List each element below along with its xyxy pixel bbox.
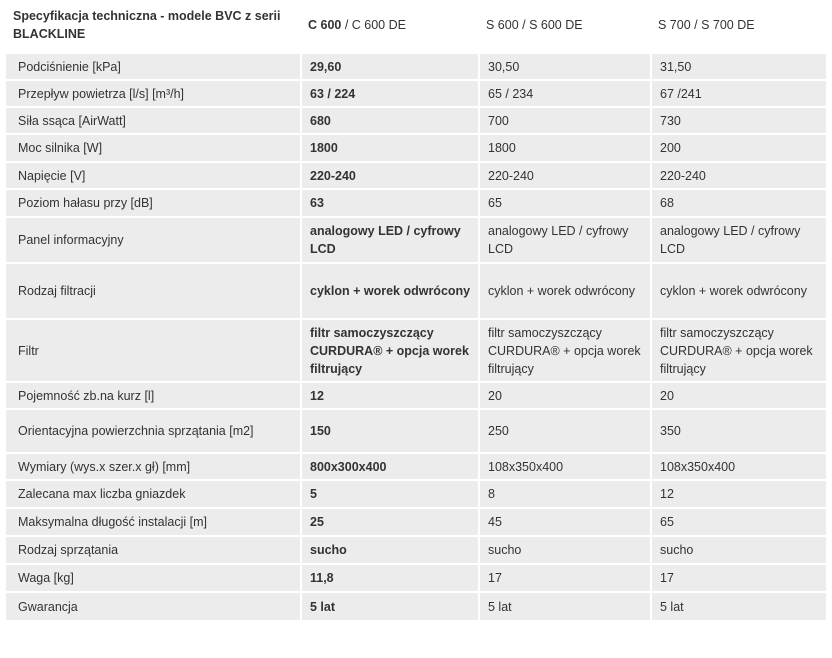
row-label: Maksymalna długość instalacji [m] [6, 509, 302, 537]
cell-s600: 65 / 234 [480, 81, 652, 108]
row-label: Wymiary (wys.x szer.x gł) [mm] [6, 454, 302, 481]
table-row [6, 537, 826, 565]
cell-s600: filtr samoczyszczący CURDURA® + opcja worek filtrujący [480, 320, 652, 383]
cell-s600: 250 [480, 410, 652, 454]
cell-c600: analogowy LED / cyfrowy LCD [302, 218, 480, 264]
header-c600-model: C 600 [308, 18, 342, 32]
row-label: Panel informacyjny [6, 218, 302, 264]
cell-c600: 63 [302, 190, 480, 218]
cell-c600: 12 [302, 383, 480, 410]
cell-c600: 29,60 [302, 54, 480, 81]
cell-s700: 17 [652, 565, 826, 593]
header-c600 [302, 0, 480, 54]
row-label: Przepływ powietrza [l/s] [m³/h] [6, 81, 302, 108]
cell-c600: 680 [302, 108, 480, 135]
cell-s600: cyklon + worek odwrócony [480, 264, 652, 320]
cell-s700: 20 [652, 383, 826, 410]
header-c600-variant: / C 600 DE [341, 18, 406, 32]
cell-c600: filtr samoczyszczący CURDURA® + opcja worek filtrujący [302, 320, 480, 383]
cell-s700: 350 [652, 410, 826, 454]
cell-c600: cyklon + worek odwrócony [302, 264, 480, 320]
row-label: Orientacyjna powierzchnia sprzątania [m2] [6, 410, 302, 454]
table-row [6, 454, 826, 481]
row-label: Rodzaj filtracji [6, 264, 302, 320]
cell-s700: 108x350x400 [652, 454, 826, 481]
cell-c600: 800x300x400 [302, 454, 480, 481]
cell-c600: sucho [302, 537, 480, 565]
row-label: Poziom hałasu przy [dB] [6, 190, 302, 218]
cell-s600: 17 [480, 565, 652, 593]
cell-s600: 30,50 [480, 54, 652, 81]
table-row [6, 108, 826, 135]
cell-s700: cyklon + worek odwrócony [652, 264, 826, 320]
spec-body [6, 54, 826, 622]
cell-s600: 700 [480, 108, 652, 135]
table-title: Specyfikacja techniczna - modele BVC z serii BLACKLINE [6, 0, 302, 54]
table-row [6, 593, 826, 622]
cell-s700: 31,50 [652, 54, 826, 81]
table-row [6, 218, 826, 264]
cell-c600: 1800 [302, 135, 480, 163]
table-row [6, 81, 826, 108]
cell-s700: analogowy LED / cyfrowy LCD [652, 218, 826, 264]
cell-s600: 108x350x400 [480, 454, 652, 481]
table-row [6, 264, 826, 320]
header-row [6, 0, 826, 54]
cell-s700: 67 /241 [652, 81, 826, 108]
cell-s700: 730 [652, 108, 826, 135]
cell-s600: 220-240 [480, 163, 652, 190]
cell-c600: 5 [302, 481, 480, 509]
cell-s600: 1800 [480, 135, 652, 163]
cell-s700: 65 [652, 509, 826, 537]
row-label: Moc silnika [W] [6, 135, 302, 163]
cell-s600: 5 lat [480, 593, 652, 622]
row-label: Gwarancja [6, 593, 302, 622]
header-s700: S 700 / S 700 DE [652, 0, 826, 54]
cell-c600: 220-240 [302, 163, 480, 190]
row-label: Filtr [6, 320, 302, 383]
cell-s700: 220-240 [652, 163, 826, 190]
cell-c600: 5 lat [302, 593, 480, 622]
table-row [6, 320, 826, 383]
spec-table [6, 0, 826, 622]
table-row [6, 54, 826, 81]
row-label: Podciśnienie [kPa] [6, 54, 302, 81]
table-row [6, 135, 826, 163]
cell-s600: 20 [480, 383, 652, 410]
table-row [6, 190, 826, 218]
cell-s700: 200 [652, 135, 826, 163]
cell-s700: sucho [652, 537, 826, 565]
cell-s700: 12 [652, 481, 826, 509]
cell-s600: sucho [480, 537, 652, 565]
cell-c600: 11,8 [302, 565, 480, 593]
header-s600: S 600 / S 600 DE [480, 0, 652, 54]
table-row [6, 383, 826, 410]
cell-s600: 8 [480, 481, 652, 509]
row-label: Rodzaj sprzątania [6, 537, 302, 565]
table-row [6, 410, 826, 454]
cell-s600: 65 [480, 190, 652, 218]
row-label: Waga [kg] [6, 565, 302, 593]
cell-s700: filtr samoczyszczący CURDURA® + opcja worek filtrujący [652, 320, 826, 383]
table-row [6, 565, 826, 593]
cell-s700: 5 lat [652, 593, 826, 622]
row-label: Siła ssąca [AirWatt] [6, 108, 302, 135]
row-label: Pojemność zb.na kurz [l] [6, 383, 302, 410]
cell-c600: 150 [302, 410, 480, 454]
cell-s700: 68 [652, 190, 826, 218]
cell-s600: 45 [480, 509, 652, 537]
table-row [6, 509, 826, 537]
table-row [6, 481, 826, 509]
row-label: Napięcie [V] [6, 163, 302, 190]
table-row [6, 163, 826, 190]
row-label: Zalecana max liczba gniazdek [6, 481, 302, 509]
cell-c600: 63 / 224 [302, 81, 480, 108]
cell-c600: 25 [302, 509, 480, 537]
cell-s600: analogowy LED / cyfrowy LCD [480, 218, 652, 264]
